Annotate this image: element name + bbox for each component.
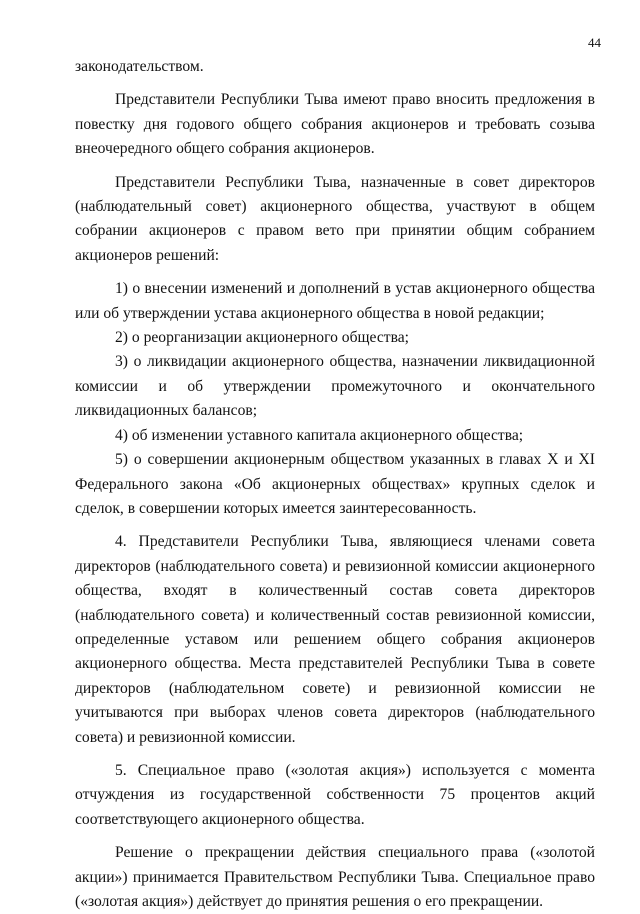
paragraph: 5. Специальное право («золотая акция») используется с момента отчуждения из государственной собственности 75 процентов акций соответствующего акционерного общества. [75,761,595,828]
document-body [75,55,595,914]
list-item: 5) о совершении акционерным обществом указанных в главах X и XI Федерального закона «Об акционерных обществах» крупных сделок и сделок, в совершении которых имеется заинтересованность. [75,451,595,517]
list-item: 1) о внесении изменений и дополнений в устав акционерного общества или об утверждении устава акционерного общества в новой редакции; [75,280,595,322]
list-item: 2) о реорганизации акционерного общества; [115,329,410,347]
paragraph: Представители Республики Тыва имеют право вносить предложения в повестку дня годового общего собрания акционеров и требовать созыва внеочередного общего собрания акционеров. [75,91,595,158]
paragraph: 4. Представители Республики Тыва, являющиеся членами совета директоров (наблюдательного совета) и ревизионной комиссии акционерного общества, входят в количественный состав совета директоров (наблюдательного совета) и количественный состав ревизионной комиссии, определенные уставом или решением общего собрания акционеров акционерного общества. Места представителей Республики Тыва в совете директоров (наблюдательном совете) и ревизионной комиссии не учитываются при выборах членов совета директоров (наблюдательного совета) и ревизионной комиссии. [75,533,595,746]
paragraph: Решение о прекращении действия специального права («золотой акции») принимается Правительством Республики Тыва. Специальное право («золотая акция») действует до принятия решения о его прекращении. [75,844,595,910]
list-item: 3) о ликвидации акционерного общества, назначении ликвидационной комиссии и об утверждении промежуточного и окончательного ликвидационных балансов; [75,353,595,420]
page-number: 44 [588,35,601,50]
paragraph: Представители Республики Тыва, назначенные в совет директоров (наблюдательный совет) акционерного общества, участвуют в общем собрании акционеров с правом вето при принятии общим собранием акционеров решений: [75,173,595,264]
paragraph-continuation: законодательством. [75,58,204,75]
list-item: 4) об изменении уставного капитала акционерного общества; [115,426,524,444]
